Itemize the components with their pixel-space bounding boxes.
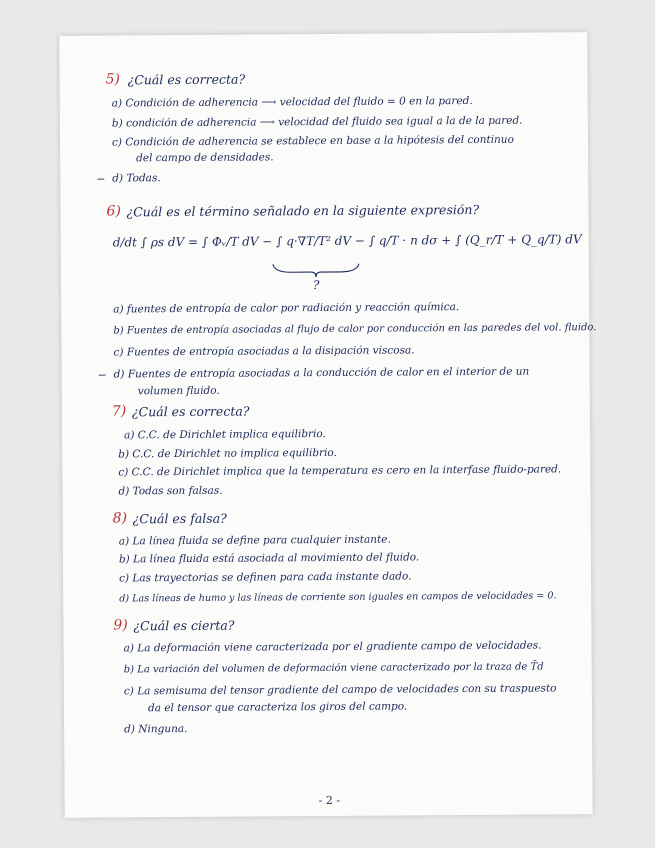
question-9-option-c-cont: da el tensor que caracteriza los giros del campo. — [147, 700, 408, 715]
exam-sheet — [59, 32, 597, 818]
question-7-option-b: b) C.C. de Dirichlet no implica equilibrio. — [118, 446, 337, 461]
question-7-title: ¿Cuál es correcta? — [131, 403, 250, 420]
question-5-title: ¿Cuál es correcta? — [127, 71, 246, 88]
question-5-number: 5) — [105, 71, 121, 88]
question-6-equation-marker: ? — [312, 278, 320, 293]
margin-mark-5: − — [96, 172, 106, 186]
question-8-option-a: a) La línea fluida se define para cualquier instante. — [118, 533, 391, 548]
question-9-option-b: b) La variación del volumen de deformación viene caracterizado por la traza de T̄d — [123, 661, 544, 676]
question-8-number: 8) — [112, 510, 128, 527]
question-6-option-d: d) Fuentes de entropía asociadas a la conducción de calor en el interior de un — [113, 365, 530, 381]
question-9-number: 9) — [113, 617, 128, 634]
question-5-option-d: d) Todas. — [112, 172, 161, 185]
question-9-option-a: a) La deformación viene caracterizada por el gradiente campo de velocidades. — [123, 639, 542, 655]
page-number: - 2 - — [318, 793, 341, 808]
margin-mark-6: − — [97, 368, 107, 382]
question-6-option-b: b) Fuentes de entropía asociadas al flujo de calor por conducción en las paredes del vol. fluido. — [113, 322, 597, 337]
question-5-option-b: b) condición de adherencia ⟶ velocidad del fluido sea igual a la de la pared. — [111, 114, 523, 130]
question-8-option-d: d) Las líneas de humo y las líneas de corriente son iguales en campos de velocidades = 0. — [119, 590, 557, 605]
question-9-title: ¿Cuál es cierta? — [133, 617, 235, 634]
question-7-option-d: d) Todas son falsas. — [118, 484, 223, 498]
question-5-option-a: a) Condición de adherencia ⟶ velocidad del fluido = 0 en la pared. — [111, 94, 473, 110]
question-6-number: 6) — [106, 203, 121, 220]
question-9-option-d: d) Ninguna. — [124, 722, 188, 736]
question-6-option-a: a) fuentes de entropía de calor por radiación y reacción química. — [113, 301, 460, 316]
question-8-option-c: c) Las trayectorias se definen para cada instante dado. — [119, 570, 412, 585]
question-8-option-b: b) La línea fluida está asociada al movimiento del fluido. — [118, 551, 420, 566]
question-5-option-c-cont: del campo de densidades. — [136, 151, 274, 165]
question-6-equation: d/dt ∫ ρs dV = ∫ Φᵥ/T dV − ∫ q·∇T/T² dV − ∫ q/T · n dσ + ∫ (Q_r/T + Q_q/T) dV — [112, 232, 582, 250]
question-7-option-c: c) C.C. de Dirichlet implica que la temperatura es cero en la interfase fluido-pared. — [118, 463, 562, 479]
question-5-option-c: c) Condición de adherencia se establece en base a la hipótesis del continuo — [111, 133, 514, 149]
underbrace-icon — [271, 262, 361, 279]
question-6-option-d-cont: volumen fluido. — [137, 384, 220, 398]
question-8-title: ¿Cuál es falsa? — [132, 510, 227, 527]
question-7-option-a: a) C.C. de Dirichlet implica equilibrio. — [124, 428, 326, 442]
question-6-title: ¿Cuál es el término señalado en la siguiente expresión? — [126, 201, 480, 220]
question-7-number: 7) — [111, 403, 127, 420]
question-6-option-c: c) Fuentes de entropía asociadas a la disipación viscosa. — [113, 344, 415, 359]
question-9-option-c: c) La semisuma del tensor gradiente del campo de velocidades con su traspuesto — [123, 682, 557, 698]
